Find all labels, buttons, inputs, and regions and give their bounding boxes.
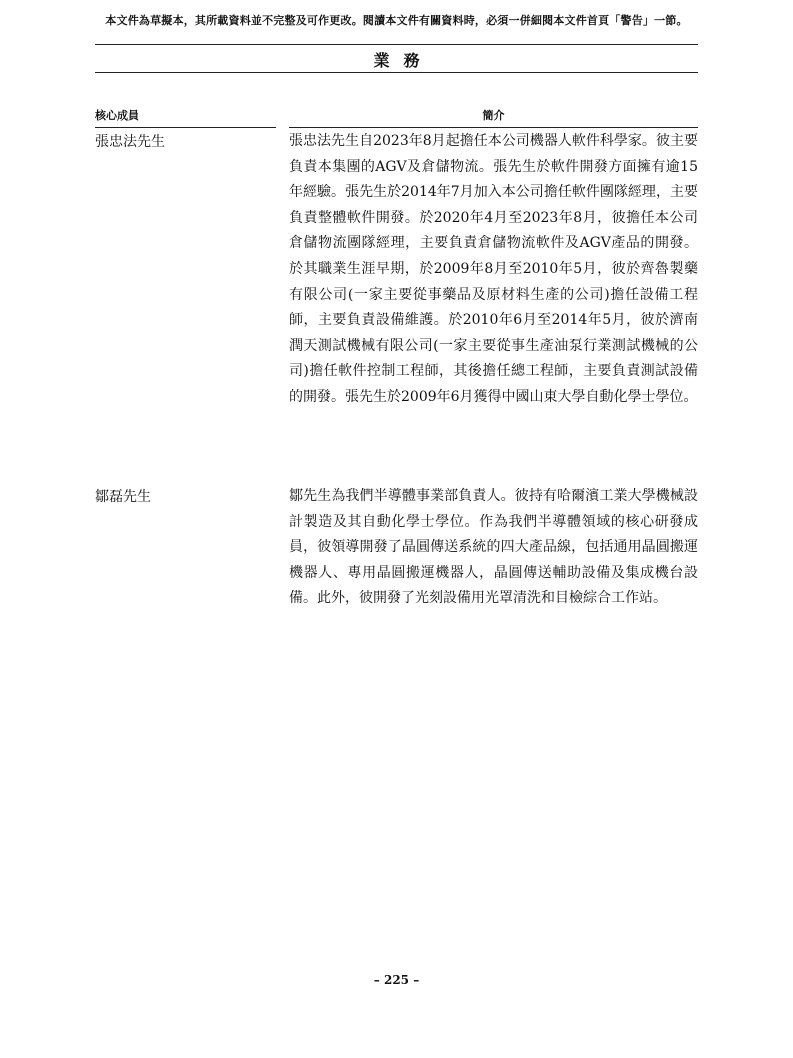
member-introduction: 鄒先生為我們半導體事業部負責人。彼持有哈爾濱工業大學機械設計製造及其自動化學士學位。作為我們半導體領域的核心研發成員，彼領導開發了晶圓傳送系統的四大產品線，包括通用晶圓搬運機器人、專用晶圓搬運機器人，晶圓傳送輔助設備及集成機台設備。此外，彼開發了光刻設備用光罩清洗和目檢綜合工作站。 bbox=[289, 488, 698, 607]
column-header-introduction: 簡介 bbox=[289, 107, 698, 128]
header-bottom-rule bbox=[95, 72, 698, 73]
header-top-rule bbox=[95, 44, 698, 45]
member-name: 張忠法先生 bbox=[95, 134, 165, 150]
member-name: 鄒磊先生 bbox=[95, 489, 151, 505]
column-header-core-member: 核心成員 bbox=[95, 107, 276, 128]
section-title: 業務 bbox=[373, 51, 434, 70]
member-introduction: 張忠法先生自2023年8月起擔任本公司機器人軟件科學家。彼主要負責本集團的AGV及倉儲物流。張先生於軟件開發方面擁有逾15年經驗。張先生於2014年7月加入本公司擔任軟件團隊經理，主要負責整體軟件開發。於2020年4月至2023年8月，彼擔任本公司倉儲物流團隊經理，主要負責倉儲物流軟件及AGV產品的開發。於其職業生涯早期，於2009年8月至2010年5月，彼於齊魯製藥有限公司(一家主要從事藥品及原材料生產的公司)擔任設備工程師，主要負責設備維護。於2010年6月至2014年5月，彼於濟南潤天測試機械有限公司(一家主要從事生產油泵行業測試機械的公司)擔任軟件控制工程師，其後擔任總工程師，主要負責測試設備的開發。張先生於2009年6月獲得中國山東大學自動化學士學位。 bbox=[289, 133, 698, 405]
page-number: – 225 – bbox=[373, 973, 420, 987]
draft-disclaimer: 本文件為草擬本，其所載資料並不完整及可作更改。閱讀本文件有關資料時，必須一併細閱本文件首頁「警告」一節。 bbox=[105, 14, 688, 27]
